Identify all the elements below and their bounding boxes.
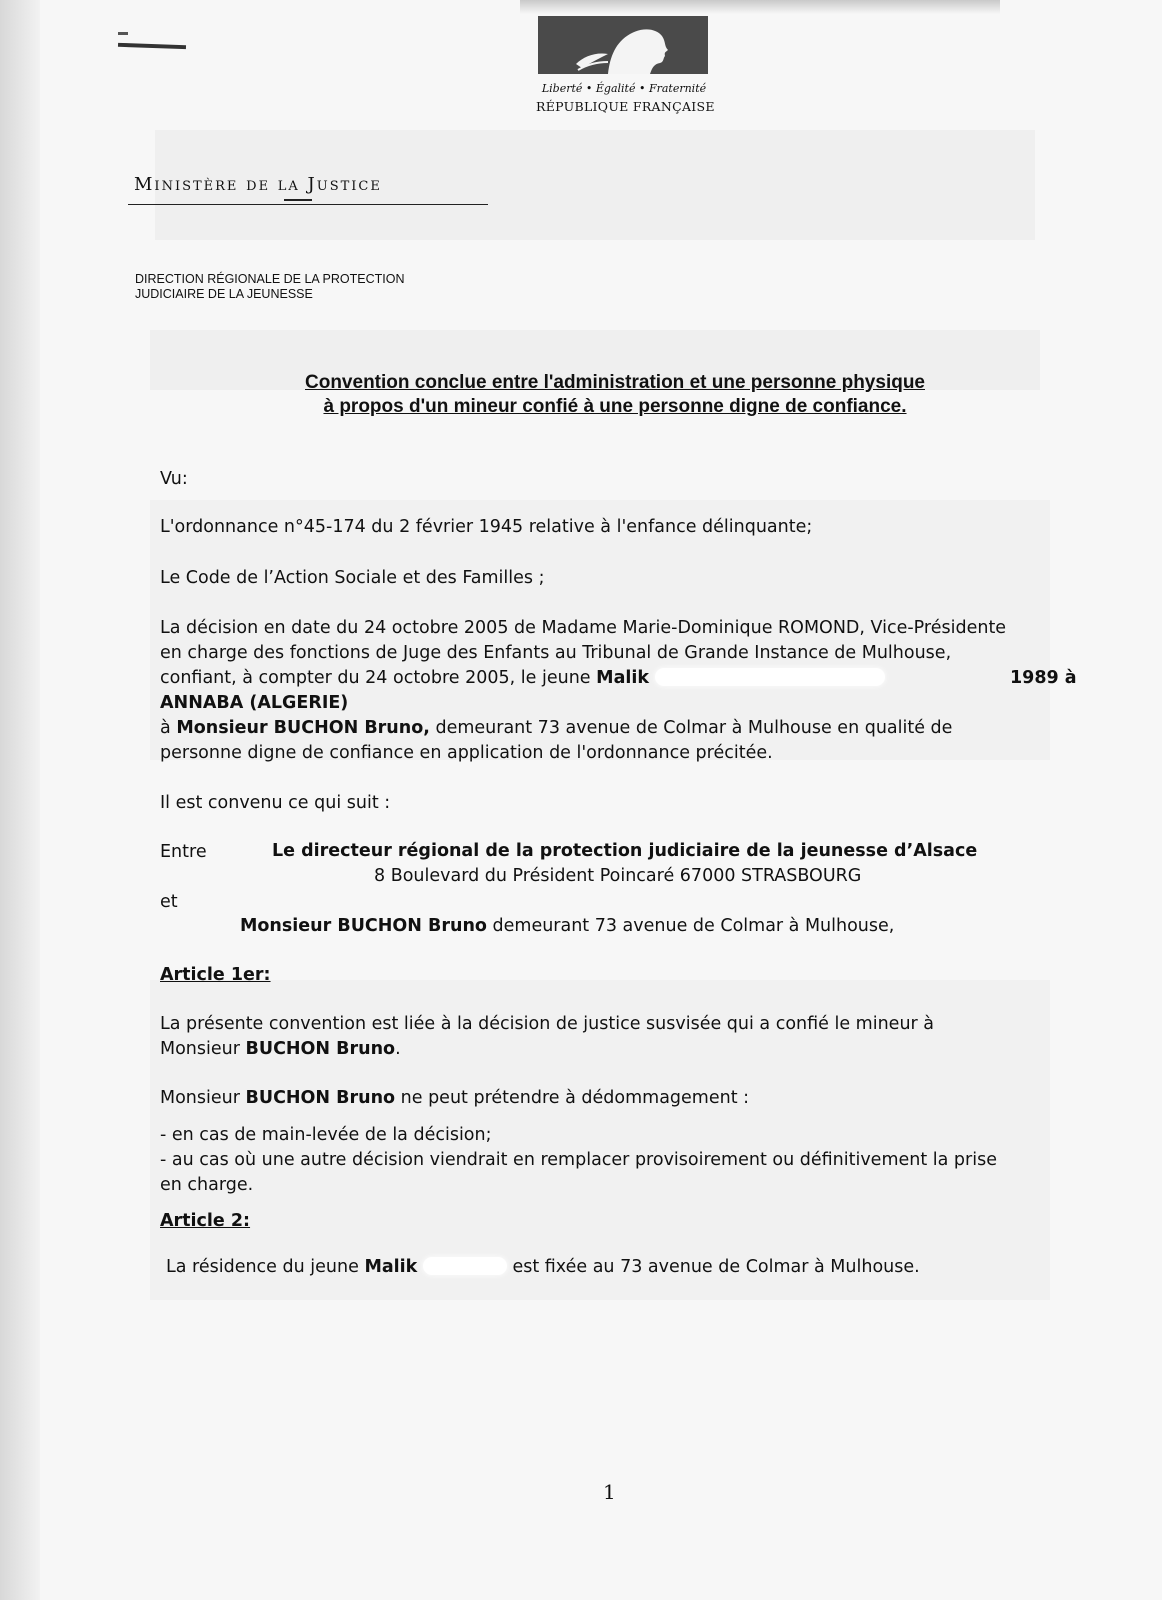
page-number: 1 — [603, 1480, 616, 1504]
scan-edge-shadow — [0, 0, 40, 1600]
article-1-item-2: - au cas où une autre décision viendrait en remplacer provisoirement ou définitivement la prise — [160, 1150, 997, 1170]
article-1-p2-suffix: ne peut prétendre à dédommagement : — [400, 1088, 750, 1108]
vu-ordonnance: L'ordonnance n°45-174 du 2 février 1945 relative à l'enfance délinquante; — [160, 517, 813, 537]
marianne-emblem — [538, 16, 708, 74]
title-line-1: Convention conclue entre l'administration et une personne physique — [305, 372, 925, 393]
document-title — [160, 371, 1070, 419]
decision-line-3-text: confiant, à compter du 24 octobre 2005, le jeune — [160, 668, 591, 688]
article-2-prefix: La résidence du jeune — [166, 1257, 359, 1277]
pen-mark — [118, 43, 186, 49]
decision-minor-name: Malik — [596, 668, 650, 688]
article-2-minor-name: Malik — [364, 1257, 418, 1277]
marianne-profile-icon — [538, 16, 708, 74]
et-label: et — [160, 892, 178, 912]
article-1-item-2-cont: en charge. — [160, 1175, 254, 1195]
decision-line-5-prefix: à — [160, 718, 171, 738]
entre-label: Entre — [160, 842, 207, 862]
article-1-p1-line-1: La présente convention est liée à la décision de justice susvisée qui a confié le mineur à — [160, 1014, 935, 1034]
directeur-regional: Le directeur régional de la protection judiciaire de la jeunesse d’Alsace — [272, 841, 978, 861]
decision-guardian-name: Monsieur BUCHON Bruno, — [176, 718, 430, 738]
title-line-2: à propos d'un mineur confié à une personne digne de confiance. — [323, 396, 907, 417]
article-2-suffix: est fixée au 73 avenue de Colmar à Mulhouse. — [512, 1257, 920, 1277]
article-2-text — [166, 1257, 920, 1277]
decision-line-5 — [160, 718, 952, 738]
article-1-p2-name: BUCHON Bruno — [245, 1088, 396, 1108]
scan-top-shadow — [520, 0, 1000, 14]
ministere-dash — [284, 199, 312, 201]
direction-regionale — [135, 272, 405, 302]
decision-line-2: en charge des fonctions de Juge des Enfants au Tribunal de Grande Instance de Mulhouse, — [160, 643, 952, 663]
partie-monsieur — [240, 916, 894, 936]
article-1-heading: Article 1er: — [160, 965, 271, 985]
direction-line-2: JUDICIAIRE DE LA JEUNESSE — [135, 287, 313, 301]
directeur-adresse: 8 Boulevard du Président Poincaré 67000 STRASBOURG — [374, 866, 862, 886]
article-1-p2-prefix: Monsieur — [160, 1088, 240, 1108]
ministere-text: Ministère de la Justice — [134, 174, 382, 195]
decision-line-5-suffix: demeurant 73 avenue de Colmar à Mulhouse en qualité de — [435, 718, 953, 738]
monsieur-adresse: demeurant 73 avenue de Colmar à Mulhouse, — [492, 916, 895, 936]
republique-logo — [536, 16, 715, 114]
article-1-p2 — [160, 1088, 749, 1108]
redaction — [655, 668, 885, 686]
article-1-p1-prefix: Monsieur — [160, 1039, 240, 1059]
article-2-heading: Article 2: — [160, 1211, 251, 1231]
pen-mark — [118, 32, 128, 35]
republique-francaise: RÉPUBLIQUE FRANÇAISE — [536, 99, 715, 114]
decision-line-3 — [160, 668, 885, 688]
vu-label: Vu: — [160, 469, 188, 489]
article-1-item-1: - en cas de main-levée de la décision; — [160, 1125, 492, 1145]
republic-motto: Liberté • Égalité • Fraternité — [541, 82, 707, 95]
convenu-text: Il est convenu ce qui suit : — [160, 793, 391, 813]
vu-code: Le Code de l’Action Sociale et des Familles ; — [160, 568, 545, 588]
decision-birth-place: ANNABA (ALGERIE) — [160, 693, 349, 713]
article-1-p1-line-2 — [160, 1039, 401, 1059]
decision-line-6: personne digne de confiance en application de l'ordonnance précitée. — [160, 743, 773, 763]
decision-birth-year: 1989 à — [1010, 668, 1077, 688]
decision-line-1: La décision en date du 24 octobre 2005 de Madame Marie-Dominique ROMOND, Vice-Présidente — [160, 618, 1007, 638]
period: . — [395, 1039, 401, 1059]
ministere-underline — [128, 204, 488, 205]
direction-line-1: DIRECTION RÉGIONALE DE LA PROTECTION — [135, 272, 405, 286]
monsieur-name: Monsieur BUCHON Bruno — [240, 916, 487, 936]
ministere-title — [134, 174, 382, 195]
redaction — [423, 1257, 507, 1275]
article-1-p1-name: BUCHON Bruno — [245, 1039, 396, 1059]
